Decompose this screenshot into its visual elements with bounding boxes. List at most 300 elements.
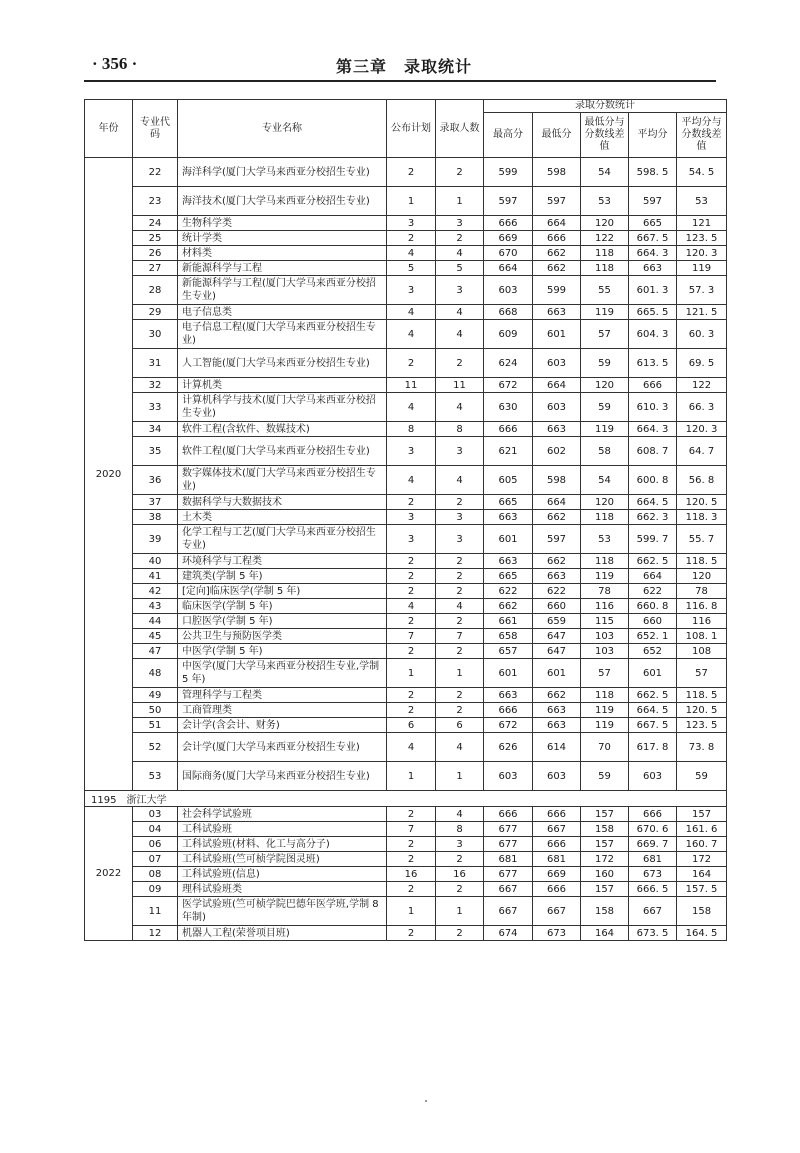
cell-max: 622 bbox=[484, 584, 533, 599]
cell-min-diff: 119 bbox=[581, 422, 629, 437]
col-min-diff: 最低分与分数线差值 bbox=[581, 113, 629, 158]
cell-name: 会计学(厦门大学马来西亚分校招生专业) bbox=[178, 733, 387, 762]
cell-plan: 2 bbox=[387, 926, 436, 941]
cell-plan: 2 bbox=[387, 688, 436, 703]
table-row bbox=[85, 614, 727, 629]
cell-avg: 667. 5 bbox=[629, 718, 677, 733]
table-row bbox=[85, 158, 727, 187]
cell-avg-diff: 118. 5 bbox=[677, 688, 727, 703]
cell-admitted: 4 bbox=[436, 393, 484, 422]
cell-avg-diff: 121 bbox=[677, 216, 727, 231]
cell-avg: 660. 8 bbox=[629, 599, 677, 614]
cell-max: 662 bbox=[484, 599, 533, 614]
cell-admitted: 3 bbox=[436, 437, 484, 466]
cell-admitted: 2 bbox=[436, 614, 484, 629]
cell-plan: 2 bbox=[387, 495, 436, 510]
cell-avg-diff: 158 bbox=[677, 897, 727, 926]
cell-avg-diff: 118. 5 bbox=[677, 554, 727, 569]
cell-max: 663 bbox=[484, 510, 533, 525]
cell-admitted: 7 bbox=[436, 629, 484, 644]
col-code: 专业代码 bbox=[133, 100, 178, 158]
cell-min: 664 bbox=[533, 495, 581, 510]
cell-name: 海洋技术(厦门大学马来西亚分校招生专业) bbox=[178, 187, 387, 216]
cell-code: 25 bbox=[133, 231, 178, 246]
cell-admitted: 16 bbox=[436, 867, 484, 882]
cell-max: 666 bbox=[484, 422, 533, 437]
cell-code: 08 bbox=[133, 867, 178, 882]
col-avg-diff: 平均分与分数线差值 bbox=[677, 113, 727, 158]
cell-code: 52 bbox=[133, 733, 178, 762]
table-row bbox=[85, 495, 727, 510]
cell-avg-diff: 116 bbox=[677, 614, 727, 629]
cell-plan: 8 bbox=[387, 422, 436, 437]
cell-plan: 2 bbox=[387, 158, 436, 187]
cell-plan: 1 bbox=[387, 897, 436, 926]
cell-avg: 666 bbox=[629, 807, 677, 822]
cell-plan: 6 bbox=[387, 718, 436, 733]
cell-min: 666 bbox=[533, 807, 581, 822]
cell-min: 622 bbox=[533, 584, 581, 599]
cell-avg-diff: 59 bbox=[677, 762, 727, 791]
cell-name: 计算机类 bbox=[178, 378, 387, 393]
cell-avg-diff: 118. 3 bbox=[677, 510, 727, 525]
cell-min: 597 bbox=[533, 187, 581, 216]
cell-max: 603 bbox=[484, 276, 533, 305]
cell-name: 数字媒体技术(厦门大学马来西亚分校招生专业) bbox=[178, 466, 387, 495]
cell-avg: 667 bbox=[629, 897, 677, 926]
cell-max: 666 bbox=[484, 807, 533, 822]
cell-name: 工科试验班(竺可桢学院图灵班) bbox=[178, 852, 387, 867]
cell-plan: 3 bbox=[387, 510, 436, 525]
cell-name: 临床医学(学制 5 年) bbox=[178, 599, 387, 614]
cell-min: 602 bbox=[533, 437, 581, 466]
cell-plan: 3 bbox=[387, 216, 436, 231]
cell-avg: 598. 5 bbox=[629, 158, 677, 187]
cell-name: 中医学(厦门大学马来西亚分校招生专业,学制 5 年) bbox=[178, 659, 387, 688]
cell-min-diff: 57 bbox=[581, 659, 629, 688]
cell-min-diff: 118 bbox=[581, 261, 629, 276]
cell-plan: 4 bbox=[387, 320, 436, 349]
cell-name: 工科试验班(材料、化工与高分子) bbox=[178, 837, 387, 852]
cell-avg: 662. 3 bbox=[629, 510, 677, 525]
cell-avg-diff: 54. 5 bbox=[677, 158, 727, 187]
cell-min: 647 bbox=[533, 629, 581, 644]
cell-avg: 669. 7 bbox=[629, 837, 677, 852]
cell-admitted: 2 bbox=[436, 349, 484, 378]
cell-avg: 666 bbox=[629, 378, 677, 393]
cell-avg: 601. 3 bbox=[629, 276, 677, 305]
cell-avg-diff: 121. 5 bbox=[677, 305, 727, 320]
cell-min-diff: 158 bbox=[581, 897, 629, 926]
cell-admitted: 4 bbox=[436, 246, 484, 261]
cell-max: 621 bbox=[484, 437, 533, 466]
cell-plan: 4 bbox=[387, 466, 436, 495]
cell-min-diff: 158 bbox=[581, 822, 629, 837]
cell-avg-diff: 66. 3 bbox=[677, 393, 727, 422]
cell-plan: 2 bbox=[387, 644, 436, 659]
cell-avg-diff: 57 bbox=[677, 659, 727, 688]
cell-code: 39 bbox=[133, 525, 178, 554]
table-row bbox=[85, 599, 727, 614]
table-row bbox=[85, 837, 727, 852]
cell-admitted: 4 bbox=[436, 733, 484, 762]
cell-plan: 4 bbox=[387, 733, 436, 762]
cell-avg: 664. 3 bbox=[629, 246, 677, 261]
cell-code: 35 bbox=[133, 437, 178, 466]
cell-code: 29 bbox=[133, 305, 178, 320]
cell-max: 665 bbox=[484, 569, 533, 584]
cell-min: 659 bbox=[533, 614, 581, 629]
cell-avg: 665 bbox=[629, 216, 677, 231]
cell-code: 04 bbox=[133, 822, 178, 837]
col-avg: 平均分 bbox=[629, 113, 677, 158]
cell-avg-diff: 119 bbox=[677, 261, 727, 276]
cell-min-diff: 59 bbox=[581, 762, 629, 791]
cell-avg: 617. 8 bbox=[629, 733, 677, 762]
cell-min-diff: 119 bbox=[581, 305, 629, 320]
cell-min: 664 bbox=[533, 378, 581, 393]
cell-min: 647 bbox=[533, 644, 581, 659]
cell-plan: 2 bbox=[387, 837, 436, 852]
cell-plan: 16 bbox=[387, 867, 436, 882]
cell-max: 599 bbox=[484, 158, 533, 187]
cell-min-diff: 59 bbox=[581, 349, 629, 378]
cell-code: 42 bbox=[133, 584, 178, 599]
cell-name: 工商管理类 bbox=[178, 703, 387, 718]
cell-avg: 664. 5 bbox=[629, 703, 677, 718]
cell-min-diff: 57 bbox=[581, 320, 629, 349]
table-row bbox=[85, 466, 727, 495]
cell-admitted: 2 bbox=[436, 882, 484, 897]
cell-code: 22 bbox=[133, 158, 178, 187]
cell-admitted: 1 bbox=[436, 187, 484, 216]
cell-max: 666 bbox=[484, 703, 533, 718]
cell-avg-diff: 57. 3 bbox=[677, 276, 727, 305]
cell-min-diff: 115 bbox=[581, 614, 629, 629]
cell-min-diff: 70 bbox=[581, 733, 629, 762]
university-block bbox=[85, 791, 727, 807]
cell-code: 47 bbox=[133, 644, 178, 659]
table-row bbox=[85, 246, 727, 261]
cell-admitted: 6 bbox=[436, 718, 484, 733]
col-year: 年份 bbox=[85, 100, 133, 158]
cell-min-diff: 172 bbox=[581, 852, 629, 867]
table-row bbox=[85, 349, 727, 378]
cell-min: 603 bbox=[533, 393, 581, 422]
cell-code: 36 bbox=[133, 466, 178, 495]
cell-max: 672 bbox=[484, 718, 533, 733]
cell-min: 662 bbox=[533, 261, 581, 276]
cell-avg: 664. 3 bbox=[629, 422, 677, 437]
cell-max: 624 bbox=[484, 349, 533, 378]
cell-name: 口腔医学(学制 5 年) bbox=[178, 614, 387, 629]
cell-avg-diff: 116. 8 bbox=[677, 599, 727, 614]
cell-name: 理科试验班类 bbox=[178, 882, 387, 897]
cell-admitted: 5 bbox=[436, 261, 484, 276]
cell-avg-diff: 157. 5 bbox=[677, 882, 727, 897]
cell-avg-diff: 108. 1 bbox=[677, 629, 727, 644]
cell-avg: 613. 5 bbox=[629, 349, 677, 378]
cell-min: 603 bbox=[533, 349, 581, 378]
cell-admitted: 2 bbox=[436, 569, 484, 584]
cell-plan: 2 bbox=[387, 584, 436, 599]
cell-avg: 681 bbox=[629, 852, 677, 867]
cell-code: 07 bbox=[133, 852, 178, 867]
cell-admitted: 4 bbox=[436, 466, 484, 495]
cell-min: 663 bbox=[533, 569, 581, 584]
cell-avg-diff: 120. 5 bbox=[677, 495, 727, 510]
cell-min-diff: 59 bbox=[581, 393, 629, 422]
cell-avg: 597 bbox=[629, 187, 677, 216]
cell-admitted: 1 bbox=[436, 897, 484, 926]
cell-avg: 673. 5 bbox=[629, 926, 677, 941]
cell-min: 663 bbox=[533, 703, 581, 718]
table-row bbox=[85, 762, 727, 791]
cell-min-diff: 118 bbox=[581, 510, 629, 525]
cell-code: 40 bbox=[133, 554, 178, 569]
cell-code: 11 bbox=[133, 897, 178, 926]
cell-plan: 2 bbox=[387, 703, 436, 718]
table-row bbox=[85, 867, 727, 882]
cell-plan: 7 bbox=[387, 822, 436, 837]
table-row bbox=[85, 437, 727, 466]
cell-max: 626 bbox=[484, 733, 533, 762]
cell-max: 665 bbox=[484, 495, 533, 510]
cell-min-diff: 120 bbox=[581, 216, 629, 231]
cell-avg-diff: 120 bbox=[677, 569, 727, 584]
cell-avg-diff: 78 bbox=[677, 584, 727, 599]
cell-admitted: 1 bbox=[436, 659, 484, 688]
cell-max: 667 bbox=[484, 882, 533, 897]
cell-min-diff: 119 bbox=[581, 718, 629, 733]
table-row bbox=[85, 305, 727, 320]
table-row bbox=[85, 659, 727, 688]
cell-min: 660 bbox=[533, 599, 581, 614]
cell-max: 605 bbox=[484, 466, 533, 495]
cell-code: 49 bbox=[133, 688, 178, 703]
table-row bbox=[85, 733, 727, 762]
table-row bbox=[85, 584, 727, 599]
cell-code: 38 bbox=[133, 510, 178, 525]
university-row: 1195 浙江大学 bbox=[85, 791, 727, 807]
cell-max: 603 bbox=[484, 762, 533, 791]
cell-max: 658 bbox=[484, 629, 533, 644]
table-row bbox=[85, 422, 727, 437]
cell-plan: 11 bbox=[387, 378, 436, 393]
cell-admitted: 4 bbox=[436, 320, 484, 349]
block-2020 bbox=[85, 158, 727, 791]
cell-min: 662 bbox=[533, 246, 581, 261]
cell-max: 663 bbox=[484, 688, 533, 703]
cell-max: 601 bbox=[484, 659, 533, 688]
cell-min-diff: 58 bbox=[581, 437, 629, 466]
cell-min-diff: 53 bbox=[581, 187, 629, 216]
cell-name: 新能源科学与工程 bbox=[178, 261, 387, 276]
cell-plan: 5 bbox=[387, 261, 436, 276]
cell-name: 人工智能(厦门大学马来西亚分校招生专业) bbox=[178, 349, 387, 378]
cell-avg-diff: 120. 3 bbox=[677, 246, 727, 261]
cell-avg: 599. 7 bbox=[629, 525, 677, 554]
cell-name: 管理科学与工程类 bbox=[178, 688, 387, 703]
cell-max: 657 bbox=[484, 644, 533, 659]
cell-min-diff: 118 bbox=[581, 246, 629, 261]
table-row bbox=[85, 897, 727, 926]
cell-min-diff: 53 bbox=[581, 525, 629, 554]
cell-plan: 4 bbox=[387, 599, 436, 614]
cell-max: 666 bbox=[484, 216, 533, 231]
cell-plan: 2 bbox=[387, 231, 436, 246]
cell-avg-diff: 56. 8 bbox=[677, 466, 727, 495]
cell-name: 材料类 bbox=[178, 246, 387, 261]
cell-max: 663 bbox=[484, 554, 533, 569]
cell-avg-diff: 55. 7 bbox=[677, 525, 727, 554]
cell-code: 09 bbox=[133, 882, 178, 897]
table-row bbox=[85, 187, 727, 216]
table-row bbox=[85, 554, 727, 569]
cell-min-diff: 119 bbox=[581, 703, 629, 718]
cell-admitted: 8 bbox=[436, 422, 484, 437]
table-row bbox=[85, 510, 727, 525]
cell-min-diff: 103 bbox=[581, 629, 629, 644]
cell-admitted: 4 bbox=[436, 305, 484, 320]
cell-name: 中医学(学制 5 年) bbox=[178, 644, 387, 659]
cell-avg: 608. 7 bbox=[629, 437, 677, 466]
table-row bbox=[85, 852, 727, 867]
cell-avg: 652 bbox=[629, 644, 677, 659]
cell-avg-diff: 157 bbox=[677, 807, 727, 822]
col-stats-group: 录取分数统计 bbox=[484, 100, 727, 113]
cell-min-diff: 103 bbox=[581, 644, 629, 659]
cell-min: 662 bbox=[533, 554, 581, 569]
col-plan: 公布计划 bbox=[387, 100, 436, 158]
cell-name: 社会科学试验班 bbox=[178, 807, 387, 822]
cell-name: 工科试验班(信息) bbox=[178, 867, 387, 882]
col-max: 最高分 bbox=[484, 113, 533, 158]
cell-admitted: 4 bbox=[436, 807, 484, 822]
cell-code: 37 bbox=[133, 495, 178, 510]
cell-min: 599 bbox=[533, 276, 581, 305]
cell-min-diff: 54 bbox=[581, 158, 629, 187]
cell-admitted: 3 bbox=[436, 837, 484, 852]
cell-plan: 4 bbox=[387, 305, 436, 320]
cell-code: 23 bbox=[133, 187, 178, 216]
cell-min: 666 bbox=[533, 231, 581, 246]
cell-admitted: 3 bbox=[436, 510, 484, 525]
cell-min-diff: 119 bbox=[581, 569, 629, 584]
cell-avg: 670. 6 bbox=[629, 822, 677, 837]
cell-max: 667 bbox=[484, 897, 533, 926]
cell-admitted: 2 bbox=[436, 584, 484, 599]
cell-code: 44 bbox=[133, 614, 178, 629]
cell-admitted: 2 bbox=[436, 495, 484, 510]
cell-max: 630 bbox=[484, 393, 533, 422]
cell-admitted: 4 bbox=[436, 599, 484, 614]
header-rule bbox=[84, 80, 716, 82]
cell-min: 598 bbox=[533, 158, 581, 187]
table-row bbox=[85, 569, 727, 584]
cell-min-diff: 116 bbox=[581, 599, 629, 614]
cell-code: 28 bbox=[133, 276, 178, 305]
cell-avg: 663 bbox=[629, 261, 677, 276]
cell-min-diff: 160 bbox=[581, 867, 629, 882]
table-row bbox=[85, 703, 727, 718]
cell-code: 24 bbox=[133, 216, 178, 231]
table-row bbox=[85, 378, 727, 393]
cell-code: 41 bbox=[133, 569, 178, 584]
cell-avg: 600. 8 bbox=[629, 466, 677, 495]
cell-code: 43 bbox=[133, 599, 178, 614]
cell-name: 数据科学与大数据技术 bbox=[178, 495, 387, 510]
cell-plan: 3 bbox=[387, 525, 436, 554]
table-row bbox=[85, 822, 727, 837]
table-row bbox=[85, 231, 727, 246]
cell-max: 677 bbox=[484, 867, 533, 882]
cell-min: 603 bbox=[533, 762, 581, 791]
cell-avg: 610. 3 bbox=[629, 393, 677, 422]
cell-min: 666 bbox=[533, 882, 581, 897]
cell-plan: 3 bbox=[387, 276, 436, 305]
cell-name: 统计学类 bbox=[178, 231, 387, 246]
cell-name: 机器人工程(荣誉项目班) bbox=[178, 926, 387, 941]
cell-code: 53 bbox=[133, 762, 178, 791]
cell-plan: 4 bbox=[387, 393, 436, 422]
cell-admitted: 8 bbox=[436, 822, 484, 837]
table-row bbox=[85, 320, 727, 349]
cell-code: 48 bbox=[133, 659, 178, 688]
cell-avg: 622 bbox=[629, 584, 677, 599]
cell-min-diff: 122 bbox=[581, 231, 629, 246]
table-row bbox=[85, 276, 727, 305]
cell-max: 609 bbox=[484, 320, 533, 349]
cell-min-diff: 164 bbox=[581, 926, 629, 941]
cell-min: 681 bbox=[533, 852, 581, 867]
cell-admitted: 2 bbox=[436, 554, 484, 569]
cell-plan: 2 bbox=[387, 349, 436, 378]
cell-min-diff: 120 bbox=[581, 495, 629, 510]
cell-avg-diff: 161. 6 bbox=[677, 822, 727, 837]
cell-min: 598 bbox=[533, 466, 581, 495]
scan-mark bbox=[425, 1100, 427, 1102]
cell-min-diff: 157 bbox=[581, 807, 629, 822]
cell-max: 669 bbox=[484, 231, 533, 246]
cell-name: 国际商务(厦门大学马来西亚分校招生专业) bbox=[178, 762, 387, 791]
cell-avg-diff: 120. 3 bbox=[677, 422, 727, 437]
block-2022 bbox=[85, 807, 727, 941]
cell-min-diff: 118 bbox=[581, 554, 629, 569]
cell-admitted: 1 bbox=[436, 762, 484, 791]
cell-min-diff: 157 bbox=[581, 882, 629, 897]
cell-plan: 1 bbox=[387, 659, 436, 688]
cell-plan: 2 bbox=[387, 882, 436, 897]
cell-code: 34 bbox=[133, 422, 178, 437]
cell-plan: 2 bbox=[387, 614, 436, 629]
cell-avg-diff: 122 bbox=[677, 378, 727, 393]
cell-min-diff: 120 bbox=[581, 378, 629, 393]
cell-max: 664 bbox=[484, 261, 533, 276]
cell-admitted: 3 bbox=[436, 525, 484, 554]
col-name: 专业名称 bbox=[178, 100, 387, 158]
cell-name: 建筑类(学制 5 年) bbox=[178, 569, 387, 584]
cell-plan: 7 bbox=[387, 629, 436, 644]
cell-plan: 3 bbox=[387, 437, 436, 466]
table-row bbox=[85, 216, 727, 231]
cell-plan: 1 bbox=[387, 187, 436, 216]
cell-min: 663 bbox=[533, 305, 581, 320]
cell-avg-diff: 123. 5 bbox=[677, 718, 727, 733]
cell-max: 677 bbox=[484, 837, 533, 852]
cell-name: 计算机科学与技术(厦门大学马来西亚分校招生专业) bbox=[178, 393, 387, 422]
cell-avg: 604. 3 bbox=[629, 320, 677, 349]
